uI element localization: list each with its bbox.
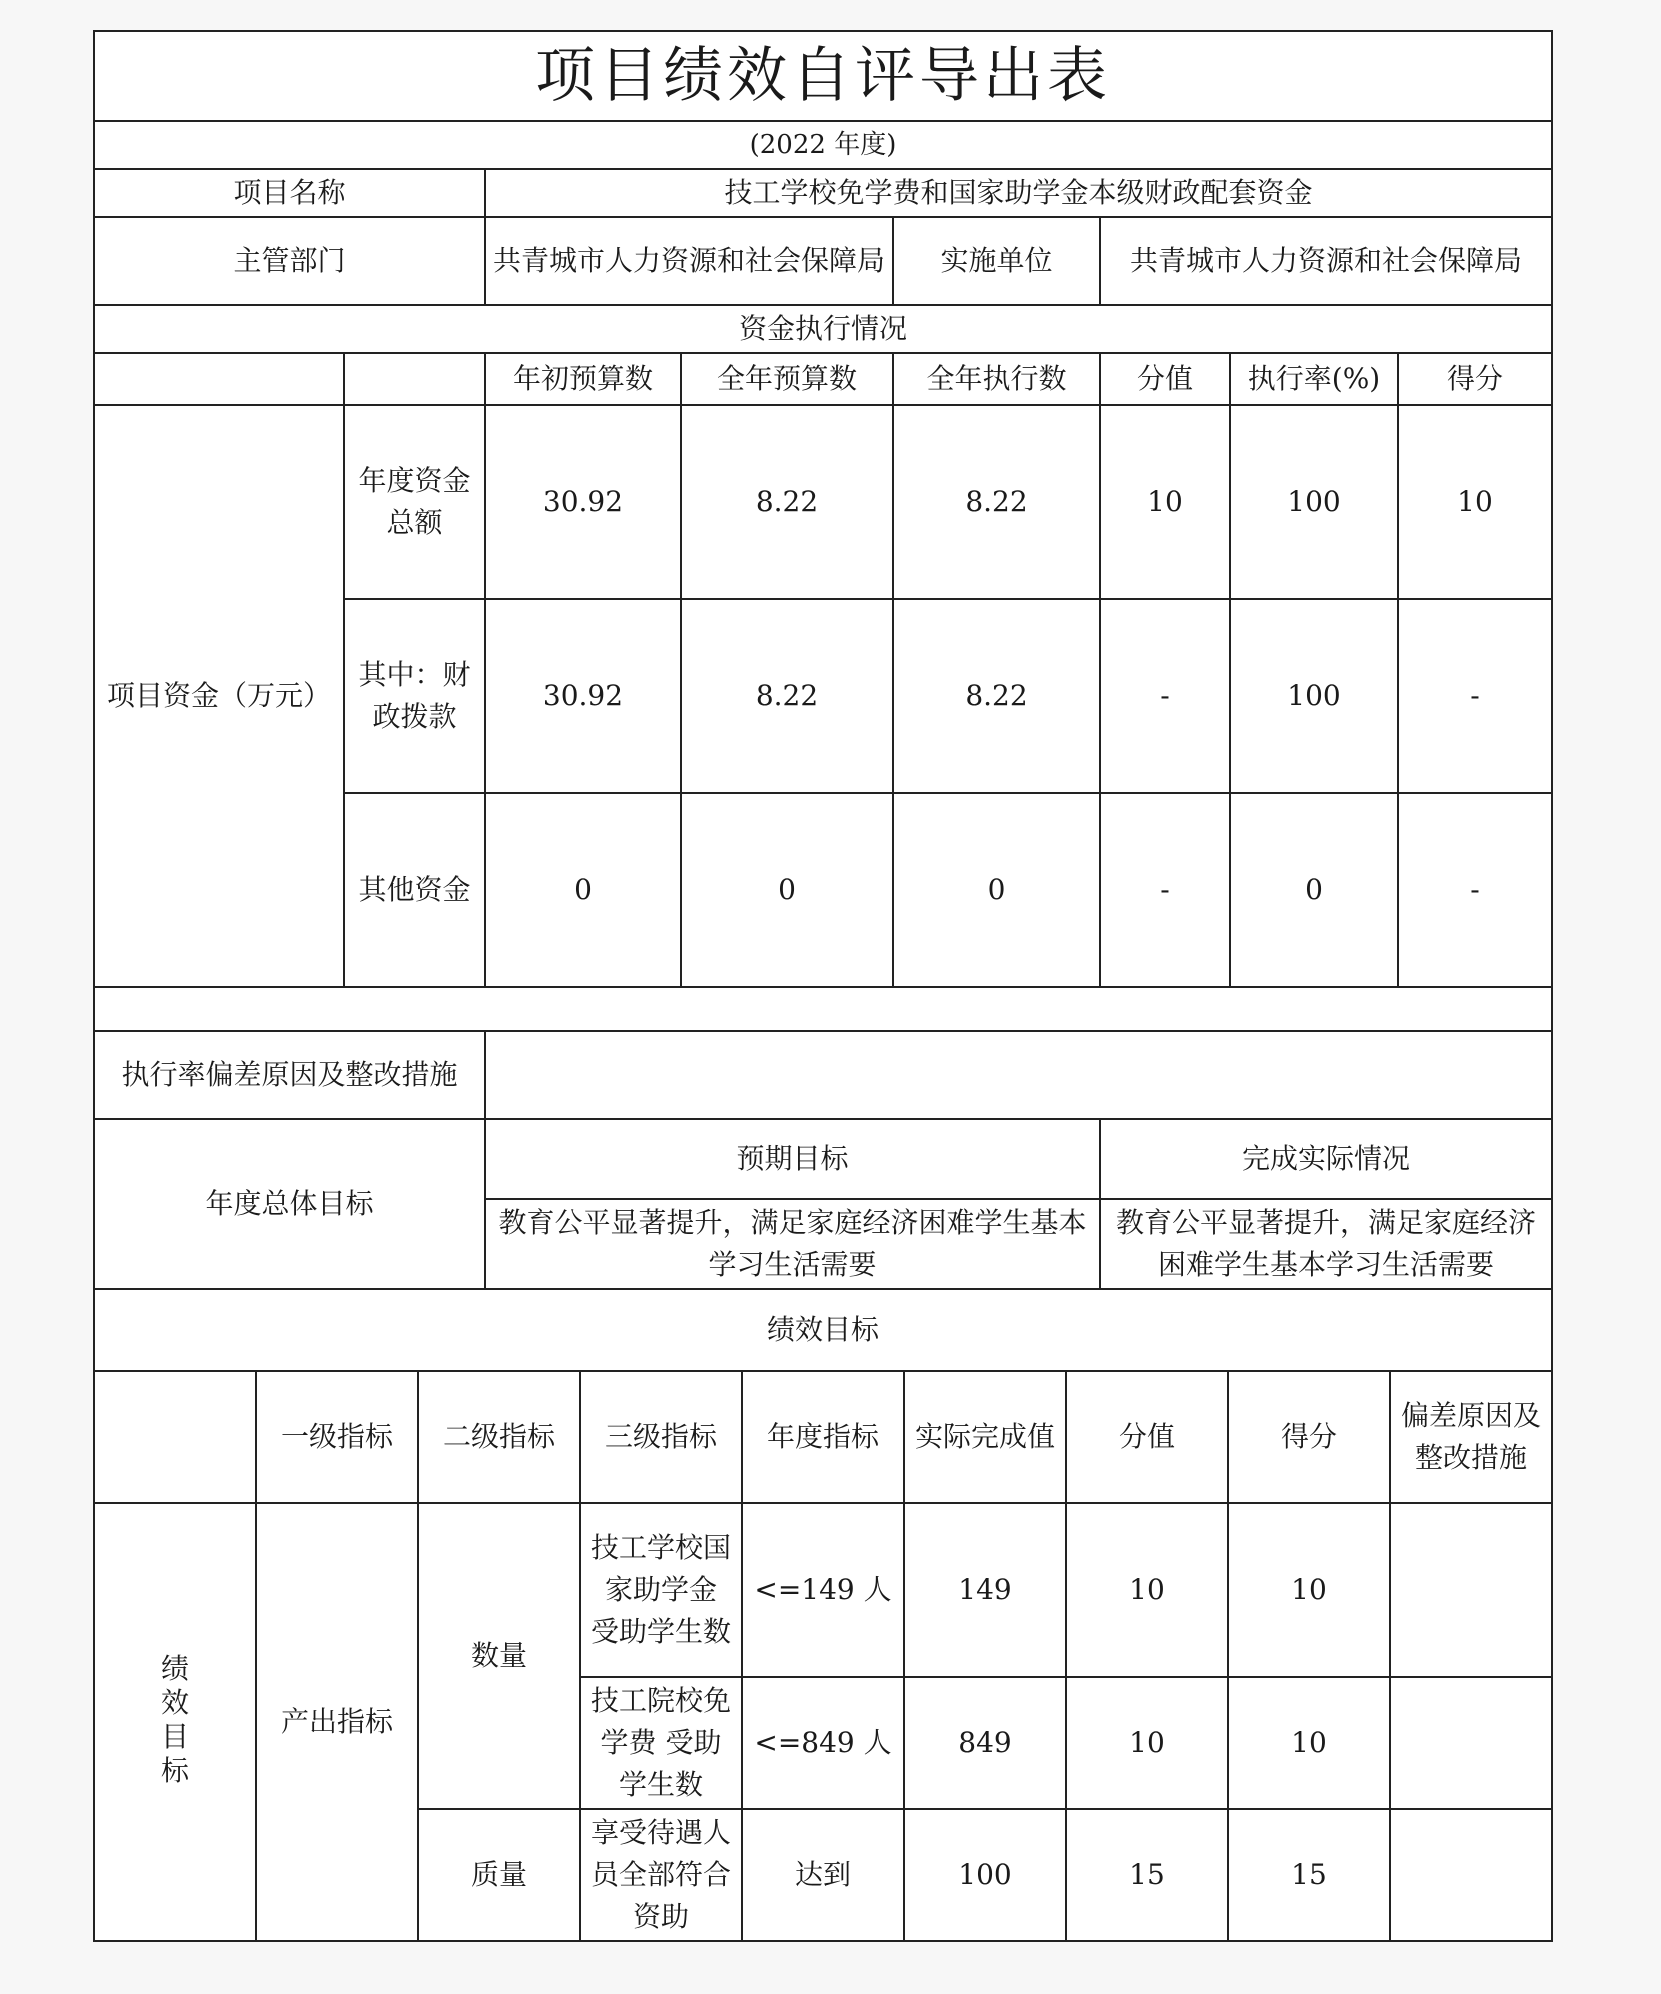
funds-cell: 10 bbox=[1100, 405, 1230, 599]
dept-label: 主管部门 bbox=[94, 217, 485, 305]
funds-header-rate: 执行率(%) bbox=[1230, 353, 1398, 405]
funds-cell: 0 bbox=[1230, 793, 1398, 987]
project-name-label: 项目名称 bbox=[94, 169, 485, 217]
funds-header-score: 得分 bbox=[1398, 353, 1552, 405]
funds-cell: - bbox=[1398, 793, 1552, 987]
funds-cell: 0 bbox=[485, 793, 681, 987]
perf-score: 15 bbox=[1228, 1809, 1390, 1941]
perf-target: <=849 人 bbox=[742, 1677, 904, 1809]
perf-level1: 产出指标 bbox=[256, 1503, 418, 1941]
perf-level3: 技工院校免学费 受助学生数 bbox=[580, 1677, 742, 1809]
perf-level2-quantity: 数量 bbox=[418, 1503, 580, 1809]
impl-value: 共青城市人力资源和社会保障局 bbox=[1100, 217, 1552, 305]
funds-row-label: 年度资金总额 bbox=[344, 405, 485, 599]
funds-cell: 8.22 bbox=[681, 405, 893, 599]
funds-header-score-value: 分值 bbox=[1100, 353, 1230, 405]
perf-header-score: 得分 bbox=[1228, 1371, 1390, 1503]
funds-cell: 10 bbox=[1398, 405, 1552, 599]
funds-cell: 30.92 bbox=[485, 405, 681, 599]
funds-cell: 8.22 bbox=[893, 599, 1100, 793]
perf-actual: 149 bbox=[904, 1503, 1066, 1677]
impl-label: 实施单位 bbox=[893, 217, 1100, 305]
funds-table bbox=[93, 30, 1553, 1372]
perf-header-level3: 三级指标 bbox=[580, 1371, 742, 1503]
perf-deviation bbox=[1390, 1503, 1552, 1677]
funds-row-label: 其他资金 bbox=[344, 793, 485, 987]
perf-header-deviation: 偏差原因及整改措施 bbox=[1390, 1371, 1552, 1503]
perf-actual: 849 bbox=[904, 1677, 1066, 1809]
actual-goal-label: 完成实际情况 bbox=[1100, 1119, 1552, 1199]
funds-header-annual: 全年预算数 bbox=[681, 353, 893, 405]
funds-cell: 100 bbox=[1230, 599, 1398, 793]
dept-value: 共青城市人力资源和社会保障局 bbox=[485, 217, 893, 305]
perf-target: 达到 bbox=[742, 1809, 904, 1941]
expected-goal-label: 预期目标 bbox=[485, 1119, 1100, 1199]
funds-header-blank bbox=[344, 353, 485, 405]
report-year: (2022 年度) bbox=[94, 121, 1552, 169]
project-name-value: 技工学校免学费和国家助学金本级财政配套资金 bbox=[485, 169, 1552, 217]
funds-header-blank bbox=[94, 353, 344, 405]
perf-actual: 100 bbox=[904, 1809, 1066, 1941]
funds-header-executed: 全年执行数 bbox=[893, 353, 1100, 405]
funds-cell: 8.22 bbox=[893, 405, 1100, 599]
funds-section-title: 资金执行情况 bbox=[94, 305, 1552, 353]
funds-cell: - bbox=[1100, 599, 1230, 793]
perf-header-blank bbox=[94, 1371, 256, 1503]
perf-deviation bbox=[1390, 1809, 1552, 1941]
perf-score: 10 bbox=[1228, 1677, 1390, 1809]
perf-header-score-value: 分值 bbox=[1066, 1371, 1228, 1503]
perf-header-level2: 二级指标 bbox=[418, 1371, 580, 1503]
perf-score-value: 15 bbox=[1066, 1809, 1228, 1941]
annual-goal-label: 年度总体目标 bbox=[94, 1119, 485, 1289]
evaluation-sheet bbox=[93, 30, 1551, 1942]
funds-cell: - bbox=[1100, 793, 1230, 987]
expected-goal-text: 教育公平显著提升，满足家庭经济困难学生基本学习生活需要 bbox=[485, 1199, 1100, 1289]
perf-level3: 享受待遇人员全部符合资助 bbox=[580, 1809, 742, 1941]
perf-group-cell bbox=[94, 1503, 256, 1941]
perf-group-label: 绩效目标 bbox=[160, 1652, 189, 1787]
perf-score: 10 bbox=[1228, 1503, 1390, 1677]
perf-score-value: 10 bbox=[1066, 1677, 1228, 1809]
page-title: 项目绩效自评导出表 bbox=[94, 31, 1552, 121]
perf-score-value: 10 bbox=[1066, 1503, 1228, 1677]
perf-deviation bbox=[1390, 1677, 1552, 1809]
deviation-label: 执行率偏差原因及整改措施 bbox=[94, 1031, 485, 1119]
funds-header-initial: 年初预算数 bbox=[485, 353, 681, 405]
funds-cell: - bbox=[1398, 599, 1552, 793]
funds-cell: 8.22 bbox=[681, 599, 893, 793]
deviation-value bbox=[485, 1031, 1552, 1119]
funds-cell: 0 bbox=[893, 793, 1100, 987]
perf-header-level1: 一级指标 bbox=[256, 1371, 418, 1503]
perf-target: <=149 人 bbox=[742, 1503, 904, 1677]
perf-level2-quality: 质量 bbox=[418, 1809, 580, 1941]
funds-cell: 30.92 bbox=[485, 599, 681, 793]
funds-cell: 0 bbox=[681, 793, 893, 987]
perf-header-actual: 实际完成值 bbox=[904, 1371, 1066, 1503]
funds-group-label: 项目资金（万元） bbox=[94, 405, 344, 987]
funds-cell: 100 bbox=[1230, 405, 1398, 599]
perf-level3: 技工学校国家助学金 受助学生数 bbox=[580, 1503, 742, 1677]
perf-header-target: 年度指标 bbox=[742, 1371, 904, 1503]
performance-table bbox=[93, 1370, 1553, 1942]
funds-row-label: 其中：财政拨款 bbox=[344, 599, 485, 793]
actual-goal-text: 教育公平显著提升，满足家庭经济困难学生基本学习生活需要 bbox=[1100, 1199, 1552, 1289]
perf-section-title: 绩效目标 bbox=[94, 1289, 1552, 1371]
spacer-row bbox=[94, 987, 1552, 1031]
